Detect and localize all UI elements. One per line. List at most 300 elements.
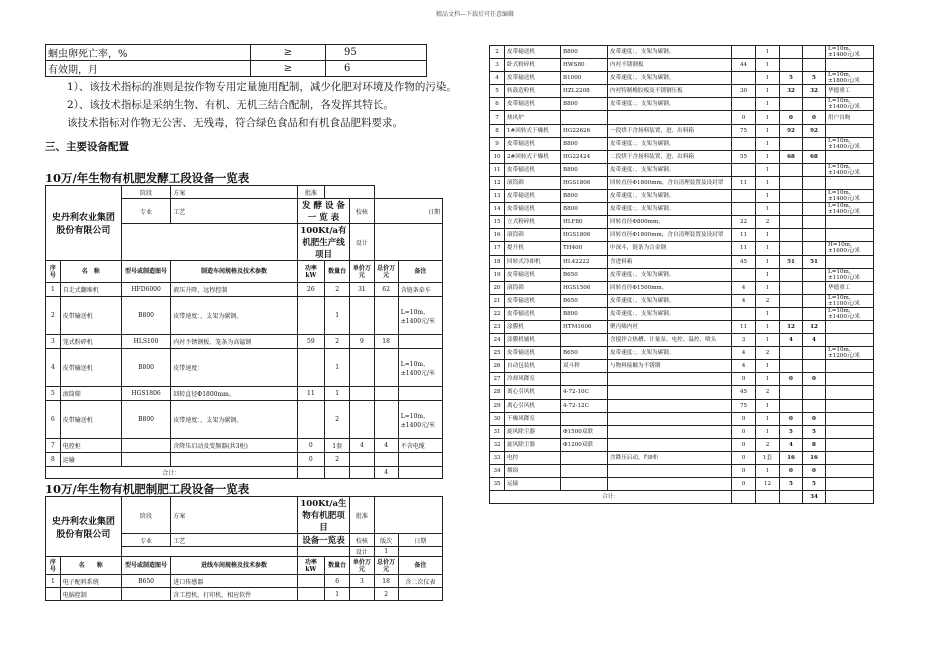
row-index: 7 [46, 439, 61, 453]
remark-text [826, 255, 874, 268]
row-index: 7 [490, 111, 505, 124]
col-header: 备注 [398, 557, 442, 575]
model-number [121, 439, 170, 453]
indicator-value: 95 [326, 45, 427, 61]
row-index: 14 [490, 203, 505, 216]
equipment-name: 皮带输送机 [505, 268, 561, 281]
unit-price: 0 [780, 465, 803, 478]
remark-text: 用户自购 [826, 111, 874, 124]
power-value [297, 297, 324, 335]
equipment-name: 干燥风降室 [505, 412, 561, 425]
col-header: 进线车间规格及技术参数 [171, 557, 297, 575]
power-value: 0 [732, 111, 756, 124]
equipment-name: 皮带输送机 [505, 307, 561, 320]
spec-text: 内衬特制橡胶板及不锈钢压板 [608, 85, 732, 98]
power-value: 0 [732, 373, 756, 386]
quantity-value: 1 [756, 281, 780, 294]
unit-price: 4 [780, 438, 803, 451]
unit-price [780, 137, 803, 150]
model-number [121, 453, 170, 467]
total-price [803, 294, 826, 307]
power-value [732, 46, 756, 59]
table-row [490, 242, 874, 255]
equipment-name: 提升机 [505, 242, 561, 255]
total-row [490, 491, 874, 504]
remark-text [398, 453, 442, 467]
row-index: 18 [490, 255, 505, 268]
unit-price [780, 268, 803, 281]
model-number: B800 [561, 163, 608, 176]
quantity-value: 1 [756, 203, 780, 216]
unit-price: 68 [780, 150, 803, 163]
total-price: 0 [803, 412, 826, 425]
table-row [490, 399, 874, 412]
model-number: 双斗秤 [561, 360, 608, 373]
unit-price: 31 [350, 283, 374, 297]
design-label: 设计 [350, 224, 374, 261]
remark-text [398, 588, 442, 601]
major-value: 工艺 [171, 199, 297, 224]
table-row [46, 575, 443, 588]
power-value: 75 [732, 124, 756, 137]
equipment-name: 皮带输送机 [60, 297, 121, 335]
remark-text [826, 478, 874, 491]
quantity-value: 1 [756, 137, 780, 150]
equipment-name: 旋风除尘器 [505, 438, 561, 451]
row-index: 16 [490, 229, 505, 242]
model-number: B800 [561, 98, 608, 111]
model-number: HG22424 [561, 150, 608, 163]
power-value: 4 [732, 360, 756, 373]
row-index: 34 [490, 465, 505, 478]
spec-text: 内衬不锈钢板、笼条为高锰钢 [171, 335, 297, 349]
remark-text [826, 412, 874, 425]
row-index: 17 [490, 242, 505, 255]
unit-price [780, 98, 803, 111]
quantity-value: 1 [756, 307, 780, 320]
list-name: 设备一览表 [297, 534, 350, 547]
model-number [561, 373, 608, 386]
row-index: 1 [46, 283, 61, 297]
table-row [490, 98, 874, 111]
spec-text: 皮带速度： [171, 349, 297, 387]
total-price: 51 [803, 255, 826, 268]
remark-text: L=10m，±1800元/米 [826, 72, 874, 85]
model-number: B800 [561, 190, 608, 203]
total-price [803, 242, 826, 255]
unit-price [780, 176, 803, 189]
power-value: 75 [732, 399, 756, 412]
model-number: B800 [561, 46, 608, 59]
table-row [46, 453, 443, 467]
total-price: 18 [374, 335, 398, 349]
spec-text: 进口传感器 [171, 575, 297, 588]
equipment-name: 滚筒筛 [60, 387, 121, 401]
quantity-value: 6 [325, 575, 350, 588]
spec-text: 中深斗，链条为合金钢 [608, 242, 732, 255]
power-value [732, 72, 756, 85]
stage-value: 方案 [171, 497, 297, 534]
spec-text [608, 386, 732, 399]
quantity-value: 2 [756, 347, 780, 360]
section-title: 三、主要设备配置 [45, 141, 129, 153]
total-price: 62 [374, 283, 398, 297]
power-value [297, 588, 324, 601]
table-row [490, 478, 874, 491]
row-index: 13 [490, 190, 505, 203]
power-value: 45 [732, 255, 756, 268]
unit-price [780, 360, 803, 373]
remark-text [826, 465, 874, 478]
row-index: 12 [490, 176, 505, 189]
quantity-value: 1 [756, 425, 780, 438]
equipment-name: 滚筒筛 [505, 229, 561, 242]
row-index: 27 [490, 373, 505, 386]
quantity-value: 2 [756, 294, 780, 307]
unit-price: 51 [780, 255, 803, 268]
equipment-name: 运输 [60, 453, 121, 467]
remark-text: H=10m，±1600元/米 [826, 242, 874, 255]
unit-price: 12 [780, 320, 803, 333]
remark-text: L=10m，±1400元/米 [826, 46, 874, 59]
table-row [46, 297, 443, 335]
unit-price: 32 [780, 85, 803, 98]
total-price: 4 [374, 439, 398, 453]
total-price [803, 137, 826, 150]
note-paragraph: 2）、该技术指标是采纳生物、有机、无机三结合配制，各发挥其特长。 [67, 99, 394, 111]
remark-text [826, 59, 874, 72]
remark-text: 华德重工 [826, 85, 874, 98]
power-value: 0 [297, 453, 324, 467]
spec-text: 含进料箱 [608, 255, 732, 268]
power-value [297, 349, 324, 387]
table-row [46, 45, 427, 61]
equipment-name: 2#回转式干燥机 [505, 150, 561, 163]
row-index [46, 588, 61, 601]
model-number: Φ1500双联 [561, 425, 608, 438]
total-price [803, 176, 826, 189]
table-row [490, 46, 874, 59]
page-value: 1 [374, 547, 398, 557]
power-value [297, 401, 324, 439]
equipment-name: 立式粉碎机 [505, 216, 561, 229]
model-number: HGS1806 [561, 176, 608, 189]
unit-price [780, 386, 803, 399]
col-header: 功率kW [297, 261, 324, 283]
total-label: 合计： [490, 491, 732, 504]
row-index: 21 [490, 294, 505, 307]
col-header: 功率kW [297, 557, 324, 575]
spec-text: 回转直径Φ1500mm。 [608, 281, 732, 294]
total-price [374, 297, 398, 335]
remark-text [826, 438, 874, 451]
model-number: 4-72-10C [561, 386, 608, 399]
spec-text: 皮带速度：，支架为碳钢。 [608, 307, 732, 320]
page-header: 精品文档---下载后可任意编辑 [435, 11, 515, 18]
quantity-value: 1 [756, 255, 780, 268]
total-price [803, 190, 826, 203]
table-row [490, 360, 874, 373]
granulation-equipment-table-continued [489, 45, 874, 504]
quantity-value: 1 [756, 399, 780, 412]
quantity-value: 1 [756, 465, 780, 478]
remark-text: L=10m，±1200元/米 [826, 347, 874, 360]
power-value: 59 [297, 335, 324, 349]
spec-text: 皮带速度：，支架为碳钢。 [608, 137, 732, 150]
model-number: HFD6000 [121, 283, 170, 297]
col-header: 序号 [46, 261, 61, 283]
col-header: 制造车间规格及技术参数 [171, 261, 297, 283]
left-column [45, 44, 465, 601]
major-label: 专业 [121, 534, 170, 547]
equipment-name: 离心引风机 [505, 399, 561, 412]
remark-text [398, 387, 442, 401]
power-value [732, 268, 756, 281]
model-number: B800 [561, 307, 608, 320]
table-row [490, 150, 874, 163]
header-row [46, 261, 443, 283]
total-row [46, 467, 443, 479]
col-header: 数量台 [325, 557, 350, 575]
list-name: 发 酵 设 备 一 览 表 [297, 199, 350, 224]
remark-text: L=10m，±1400元/米 [826, 163, 874, 176]
quantity-value: 1 [325, 588, 350, 601]
remark-text: L=10m，±1400元/米 [826, 190, 874, 203]
stage-value: 方案 [171, 186, 297, 199]
table-row [490, 190, 874, 203]
table-row [46, 401, 443, 439]
row-index: 8 [46, 453, 61, 467]
remark-text: 华德重工 [826, 281, 874, 294]
fermentation-equipment-table [45, 185, 443, 479]
row-index: 5 [490, 85, 505, 98]
spec-text: 含降压启动及变频器(共3柜) [171, 439, 297, 453]
remark-text [826, 360, 874, 373]
total-price [374, 453, 398, 467]
table-row [490, 268, 874, 281]
spec-text [608, 412, 732, 425]
table-row [490, 451, 874, 464]
table-row [46, 335, 443, 349]
col-header: 序号 [46, 557, 61, 575]
quantity-value: 2 [325, 401, 350, 439]
spec-text [608, 425, 732, 438]
equipment-name: 皮带输送机 [505, 72, 561, 85]
quantity-value: 1 [756, 98, 780, 111]
model-number: B800 [121, 401, 170, 439]
model-number [121, 588, 170, 601]
power-value: 30 [732, 85, 756, 98]
table-row [490, 347, 874, 360]
unit-price: 4 [350, 439, 374, 453]
remark-text [826, 124, 874, 137]
table1-title: 10万/年生物有机肥发酵工段设备一览表 [45, 171, 250, 185]
model-number [561, 451, 608, 464]
total-price [803, 347, 826, 360]
total-price: 0 [803, 111, 826, 124]
approve-label: 批准 [350, 497, 374, 534]
quantity-value: 1 [756, 268, 780, 281]
unit-price: 92 [780, 124, 803, 137]
unit-price [780, 281, 803, 294]
spec-text [171, 453, 297, 467]
equipment-name: 旋风除尘器 [505, 425, 561, 438]
spec-text: 皮带速度：，支架为碳钢。 [608, 163, 732, 176]
spec-text: 皮带速度：，支架为碳钢。 [608, 347, 732, 360]
approve-label: 批准 [297, 186, 324, 199]
equipment-name: 电控柜 [60, 439, 121, 453]
major-label: 专业 [121, 199, 170, 224]
equipment-name: 卧式粉碎机 [505, 59, 561, 72]
unit-price: 16 [780, 451, 803, 464]
quantity-value: 2 [756, 216, 780, 229]
col-header: 名 称 [60, 557, 121, 575]
total-price [803, 203, 826, 216]
quantity-value: 1 [756, 176, 780, 189]
equipment-name: 冷却风降室 [505, 373, 561, 386]
table-row [490, 425, 874, 438]
remark-text [826, 334, 874, 347]
design-label: 设计 [350, 547, 374, 557]
quantity-value: 12 [756, 478, 780, 491]
total-price: 12 [803, 320, 826, 333]
quantity-value: 1 [756, 320, 780, 333]
quantity-value: 2 [756, 386, 780, 399]
spec-text: 与物料接触为不锈钢 [608, 360, 732, 373]
unit-price: 5 [780, 478, 803, 491]
quantity-value: 1 [756, 111, 780, 124]
table-row [490, 163, 874, 176]
table-row [490, 334, 874, 347]
quantity-value: 2 [756, 438, 780, 451]
equipment-name: 涂膜机辅机 [505, 334, 561, 347]
spec-text [608, 399, 732, 412]
model-number: B800 [561, 137, 608, 150]
indicator-table [45, 44, 427, 77]
col-header: 名 称 [60, 261, 121, 283]
quantity-value: 1 [756, 373, 780, 386]
remark-text: 不含电缆 [398, 439, 442, 453]
row-index: 30 [490, 412, 505, 425]
quantity-value: 1 [756, 190, 780, 203]
row-index: 20 [490, 281, 505, 294]
remark-text: L=10m，±1100元/米 [826, 294, 874, 307]
equipment-name: 热风炉 [505, 111, 561, 124]
remark-text [826, 176, 874, 189]
remark-text: 含二次仪表 [398, 575, 442, 588]
unit-price [350, 588, 374, 601]
model-number: 4-72-12C [561, 399, 608, 412]
remark-text: L=10m，±1400元/米 [826, 137, 874, 150]
unit-price [780, 229, 803, 242]
remark-text: L=10m，±1100元/米 [826, 268, 874, 281]
spec-text: 回转直径Φ1800mm，含自清理装置及设封罩 [608, 229, 732, 242]
check-label: 校核 [350, 199, 374, 224]
unit-price: 0 [780, 111, 803, 124]
power-value: 0 [297, 439, 324, 453]
company-name: 史丹利农业集团股份有限公司 [46, 186, 122, 261]
row-index: 19 [490, 268, 505, 281]
unit-price [780, 294, 803, 307]
table-row [490, 72, 874, 85]
power-value: 45 [732, 386, 756, 399]
remark-text [826, 229, 874, 242]
total-price: 2 [374, 588, 398, 601]
equipment-name: 离心引风机 [505, 386, 561, 399]
equipment-name: 电脑控制 [60, 588, 121, 601]
quantity-value: 1套 [756, 451, 780, 464]
stage-label: 阶段 [121, 497, 170, 534]
row-index: 26 [490, 360, 505, 373]
table-row [490, 124, 874, 137]
major-value: 工艺 [171, 534, 297, 547]
equipment-name: 自走式翻堆机 [60, 283, 121, 297]
unit-price [780, 399, 803, 412]
total-price [803, 281, 826, 294]
table-row [490, 216, 874, 229]
spec-text [608, 438, 732, 451]
quantity-value: 1 [756, 242, 780, 255]
equipment-name: 皮带输送机 [505, 294, 561, 307]
power-value: 4 [732, 294, 756, 307]
project-name: 100Kt/a有机肥生产线项目 [297, 224, 350, 261]
equipment-name: 烟囱 [505, 465, 561, 478]
col-header: 数量台 [325, 261, 350, 283]
model-number [561, 412, 608, 425]
spec-text [608, 465, 732, 478]
model-number: HL42222 [561, 255, 608, 268]
quantity-value: 1 [325, 387, 350, 401]
equipment-name: 1#回转式干燥机 [505, 124, 561, 137]
total-price: 5 [803, 72, 826, 85]
unit-price [780, 190, 803, 203]
row-index: 24 [490, 334, 505, 347]
quantity-value: 1 [756, 163, 780, 176]
spec-text: 皮带速度：，支架为碳钢。 [608, 203, 732, 216]
table-row [490, 307, 874, 320]
spec-text: 回转直径Φ1800mm。 [171, 387, 297, 401]
table-row [490, 438, 874, 451]
total-price: 32 [803, 85, 826, 98]
model-number: B800 [121, 349, 170, 387]
unit-price [350, 387, 374, 401]
col-header: 型号或制造图号 [121, 261, 170, 283]
power-value: 55 [732, 150, 756, 163]
equipment-name: 自动包装机 [505, 360, 561, 373]
remark-text [398, 335, 442, 349]
unit-price: 0 [780, 373, 803, 386]
table-row [490, 85, 874, 98]
table-row [490, 320, 874, 333]
note-paragraph: 该技术指标对作物无公害、无残毒，符合绿色食品和有机食品肥料要求。 [67, 117, 403, 129]
model-number: HGS1506 [561, 281, 608, 294]
power-value [732, 137, 756, 150]
total-price [374, 349, 398, 387]
power-value [297, 575, 324, 588]
spec-text: 皮带速度：，支架为碳钢。 [608, 268, 732, 281]
equipment-name: 电控 [505, 451, 561, 464]
total-value: 4 [374, 467, 398, 479]
power-value: 26 [297, 283, 324, 297]
total-price [803, 307, 826, 320]
unit-price: 5 [780, 72, 803, 85]
table-row [46, 387, 443, 401]
power-value: 0 [732, 465, 756, 478]
total-price [803, 59, 826, 72]
right-column [489, 45, 874, 504]
row-index: 10 [490, 150, 505, 163]
total-price: 0 [803, 465, 826, 478]
